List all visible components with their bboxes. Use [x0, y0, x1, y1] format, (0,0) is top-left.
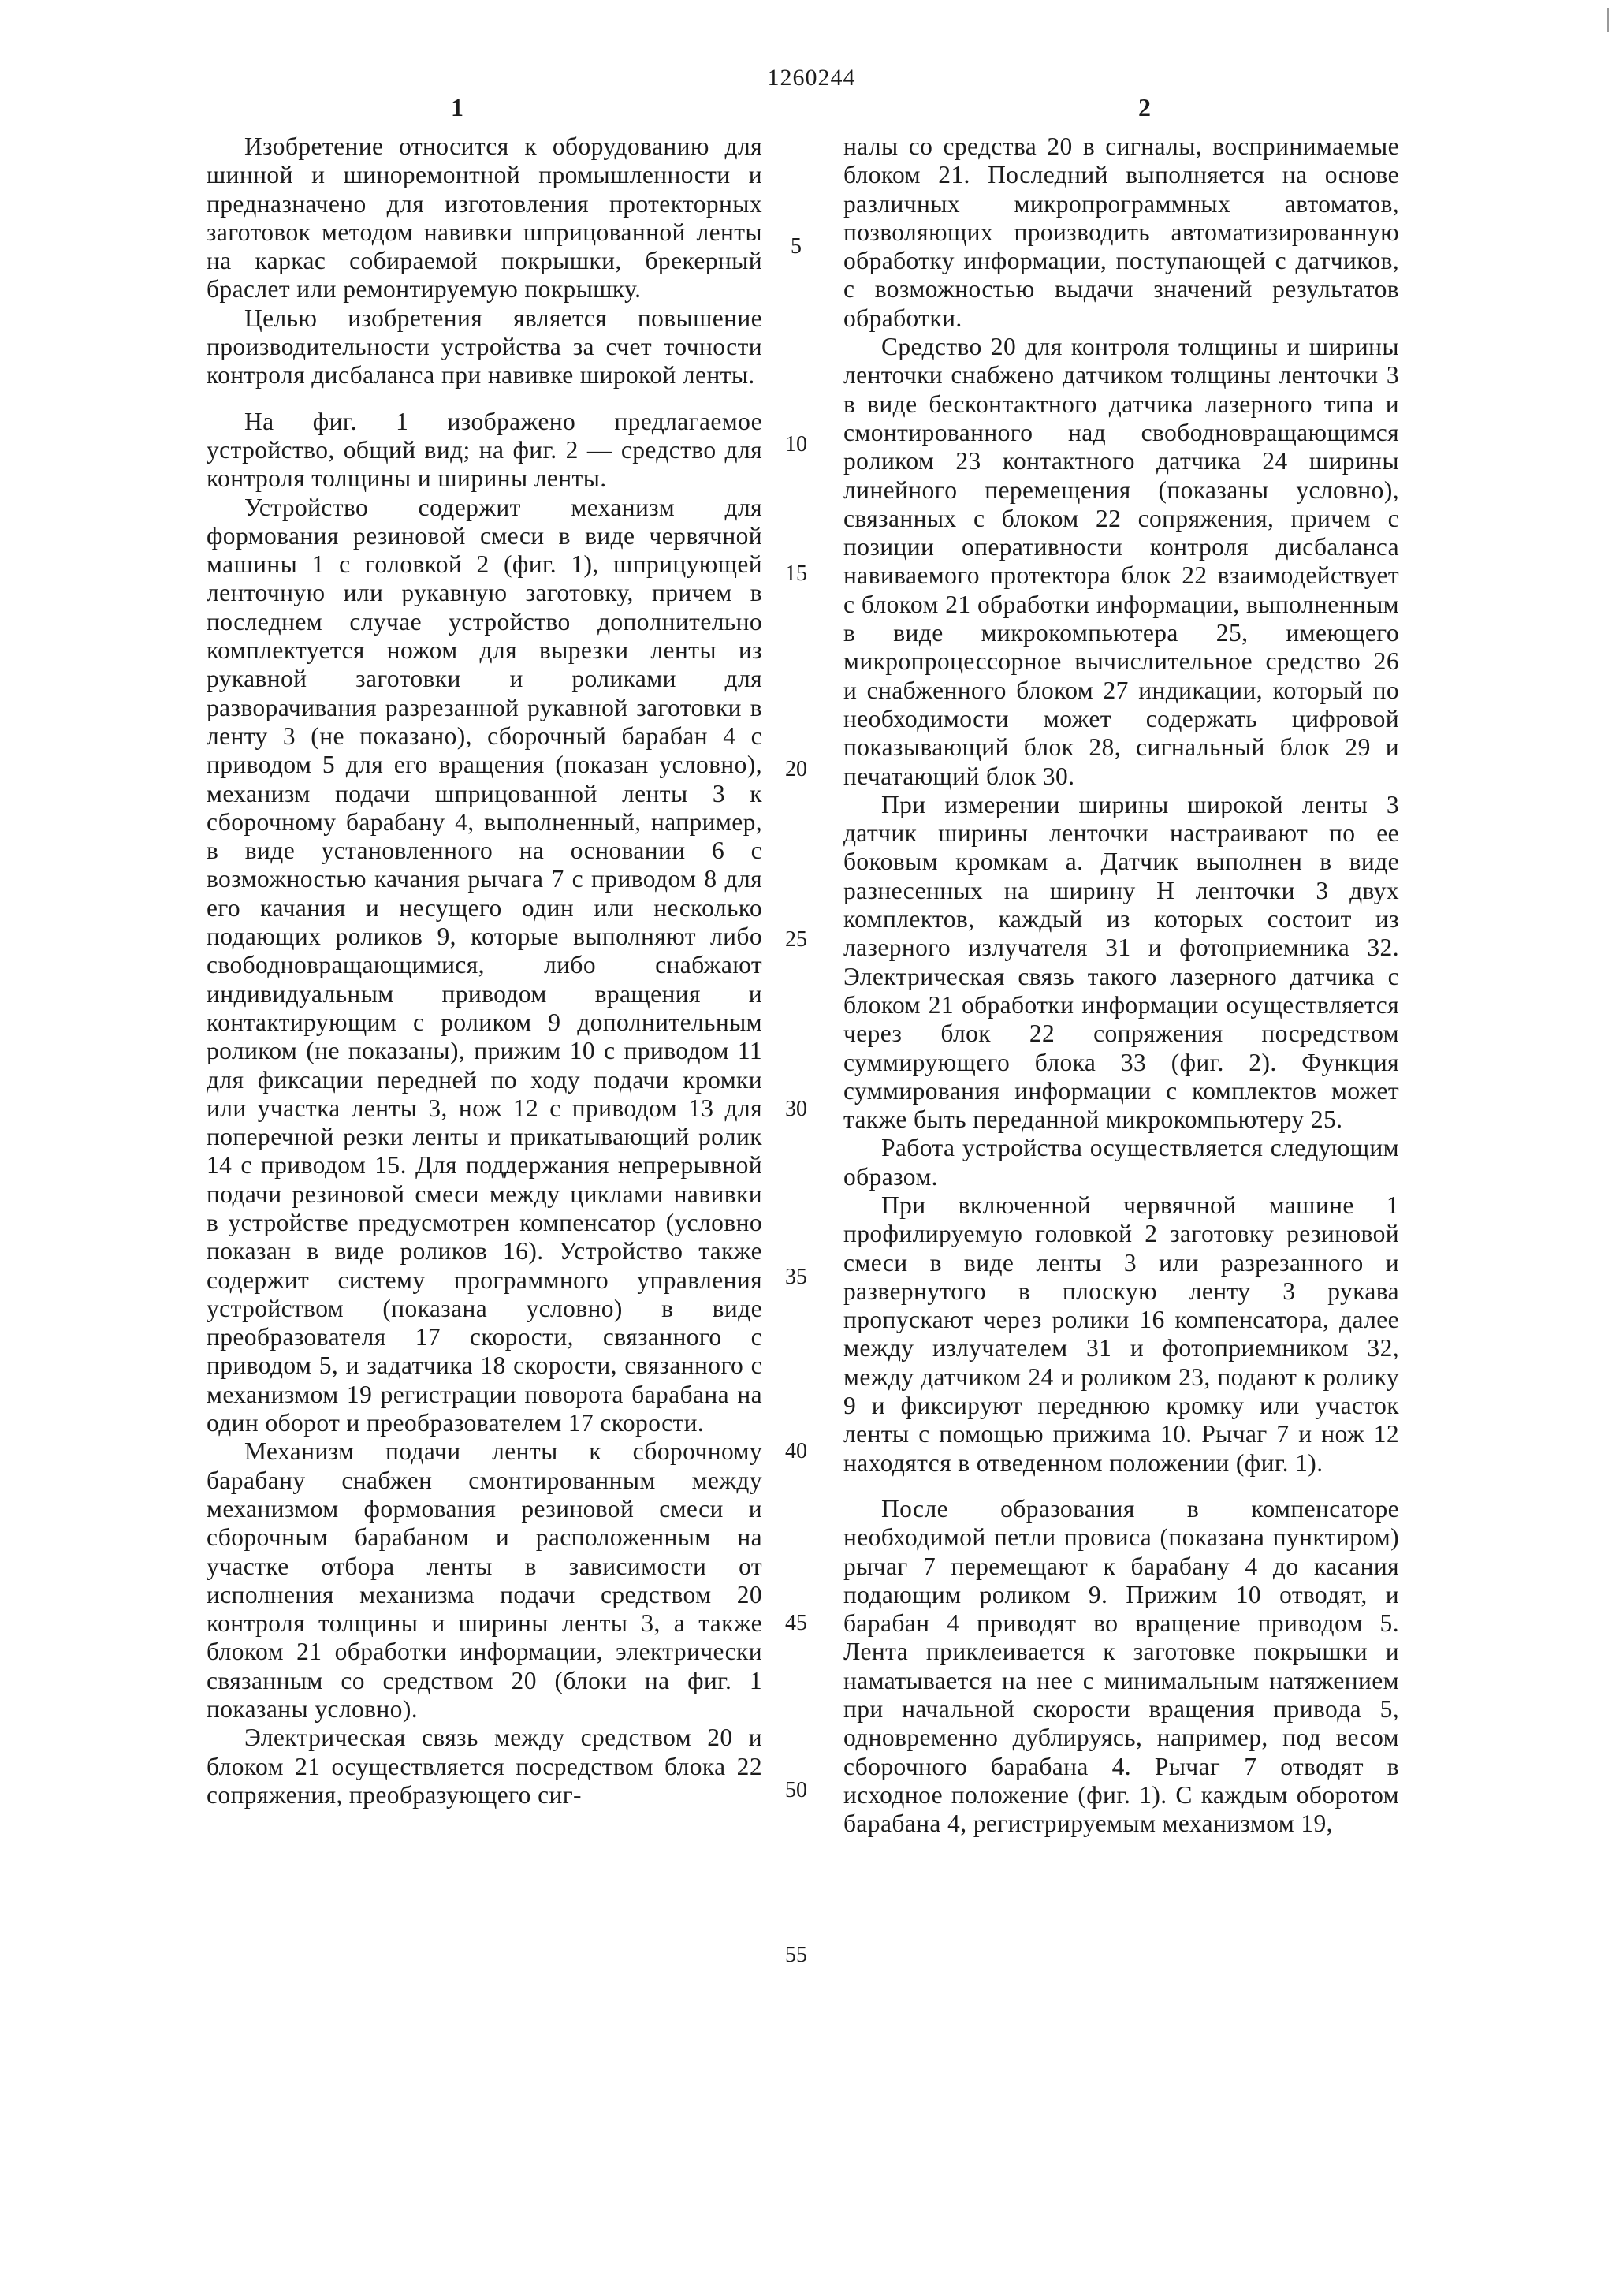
paragraph: Работа устройства осуществляется следующим образом.	[843, 1134, 1399, 1191]
line-number: 25	[785, 927, 807, 952]
right-column	[843, 132, 1399, 1839]
line-number: 55	[785, 1943, 807, 1967]
line-number: 10	[785, 432, 807, 457]
paragraph: При измерении ширины широкой ленты 3 датчик ширины ленточки настраивают по ее боковым кромкам а. Датчик выполнен в виде разнесенных на ширину Н ленточки 3 двух комплектов, каждый из которых состоит из лазерного излучателя 31 и фотоприемника 32. Электрическая связь такого лазерного датчика с блоком 21 обработки информации осуществляется через блок 22 сопряжения посредством суммирующего блока 33 (фиг. 2). Функция суммирования информации с комплектов может также быть переданной микрокомпьютеру 25.	[843, 790, 1399, 1134]
line-number: 30	[785, 1097, 807, 1121]
line-number: 5	[791, 234, 802, 259]
paragraph: Целью изобретения является повышение производительности устройства за счет точности контроля дисбаланса при навивке широкой ленты.	[207, 304, 762, 390]
left-column	[207, 132, 762, 1810]
paragraph: При включенной червячной машине 1 профилируемую головкой 2 заготовку резиновой смеси в виде ленты 3 или разрезанного и развернутого в плоскую ленту 3 рукава пропускают через ролики 16 компенсатора, далее между излучателем 31 и фотоприемником 32, между датчиком 24 и роликом 23, подают к ролику 9 и фиксируют переднюю кромку или участок ленты с помощью прижима 10. Рычаг 7 и нож 12 находятся в отведенном положении (фиг. 1).	[843, 1191, 1399, 1477]
line-number: 15	[785, 561, 807, 586]
paragraph: Электрическая связь между средством 20 и блоком 21 осуществляется посредством блока 22 сопряжения, преобразующего сиг-	[207, 1724, 762, 1809]
patent-number: 1260244	[767, 65, 856, 91]
paragraph: Механизм подачи ленты к сборочному барабану снабжен смонтированным между механизмом формования резиновой смеси и сборочным барабаном и расположенным на участке отбора ленты в зависимости от исполнения механизма подачи средством 20 контроля толщины и ширины ленты 3, а также блоком 21 обработки информации, электрически связанным со средством 20 (блоки на фиг. 1 показаны условно).	[207, 1437, 762, 1724]
scan-edge-mark	[1607, 8, 1609, 32]
line-number: 20	[785, 757, 807, 781]
paragraph: Изобретение относится к оборудованию для шинной и шиноремонтной промышленности и предназначено для изготовления протекторных заготовок методом навивки шприцованной ленты на каркас собираемой покрышки, брекерный браслет или ремонтируемую покрышку.	[207, 132, 762, 304]
line-number: 35	[785, 1265, 807, 1289]
line-number: 40	[785, 1439, 807, 1463]
paragraph: Средство 20 для контроля толщины и ширины ленточки снабжено датчиком толщины ленточки 3 в виде бесконтактного датчика лазерного типа и смонтированного над свободновращающимся роликом 23 контактного датчика 24 ширины линейного перемещения (показаны условно), связанных с блоком 22 сопряжения, причем с позиции оперативности контроля дисбаланса навиваемого протектора блок 22 взаимодействует с блоком 21 обработки информации, выполненным в виде микрокомпьютера 25, имеющего микропроцессорное вычислительное средство 26 и снабженного блоком 27 индикации, который по необходимости может содержать цифровой показывающий блок 28, сигнальный блок 29 и печатающий блок 30.	[843, 333, 1399, 790]
paragraph: На фиг. 1 изображено предлагаемое устройство, общий вид; на фиг. 2 — средство для контроля толщины и ширины ленты.	[207, 407, 762, 493]
line-number: 45	[785, 1611, 807, 1635]
column-number-right: 2	[1138, 93, 1151, 121]
column-number-left: 1	[451, 93, 463, 121]
line-number: 50	[785, 1778, 807, 1802]
paragraph: После образования в компенсаторе необходимой петли провиса (показана пунктиром) рычаг 7 перемещают к барабану 4 до касания подающим роликом 9. Прижим 10 отводят, и барабан 4 приводят во вращение приводом 5. Лента приклеивается к заготовке покрышки и наматывается на нее с минимальным натяжением при начальной скорости вращения привода 5, одновременно дублируясь, например, под весом сборочного барабана 4. Рычаг 7 отводят в исходное положение (фиг. 1). С каждым оборотом барабана 4, регистрируемым механизмом 19,	[843, 1494, 1399, 1838]
paragraph: Устройство содержит механизм для формования резиновой смеси в виде червячной машины 1 с головкой 2 (фиг. 1), шприцующей ленточную или рукавную заготовку, причем в последнем случае устройство дополнительно комплектуется ножом для вырезки ленты из рукавной заготовки и роликами для разворачивания разрезанной рукавной заготовки в ленту 3 (не показано), сборочный барабан 4 с приводом 5 для его вращения (показан условно), механизм подачи шприцованной ленты 3 к сборочному барабану 4, выполненный, например, в виде установленного на основании 6 с возможностью качания рычага 7 с приводом 8 для его качания и несущего один или несколько подающих роликов 9, которые выполняют либо свободновращающимися, либо снабжают индивидуальным приводом вращения и контактирующим с роликом 9 дополнительным роликом (не показаны), прижим 10 с приводом 11 для фиксации передней по ходу подачи кромки или участка ленты 3, нож 12 с приводом 13 для поперечной резки ленты и прикатывающий ролик 14 с приводом 15. Для поддержания непрерывной подачи резиновой смеси между циклами навивки в устройстве предусмотрен компенсатор (условно показан в виде роликов 16). Устройство также содержит систему программного управления устройством (показана условно) в виде преобразователя 17 скорости, связанного с приводом 5, и задатчика 18 скорости, связанного с механизмом 19 регистрации поворота барабана на один оборот и преобразователем 17 скорости.	[207, 493, 762, 1437]
paragraph: налы со средства 20 в сигналы, воспринимаемые блоком 21. Последний выполняется на основе различных микропрограммных автоматов, позволяющих производить автоматизированную обработку информации, поступающей с датчиков, с возможностью выдачи значений результатов обработки.	[843, 132, 1399, 332]
